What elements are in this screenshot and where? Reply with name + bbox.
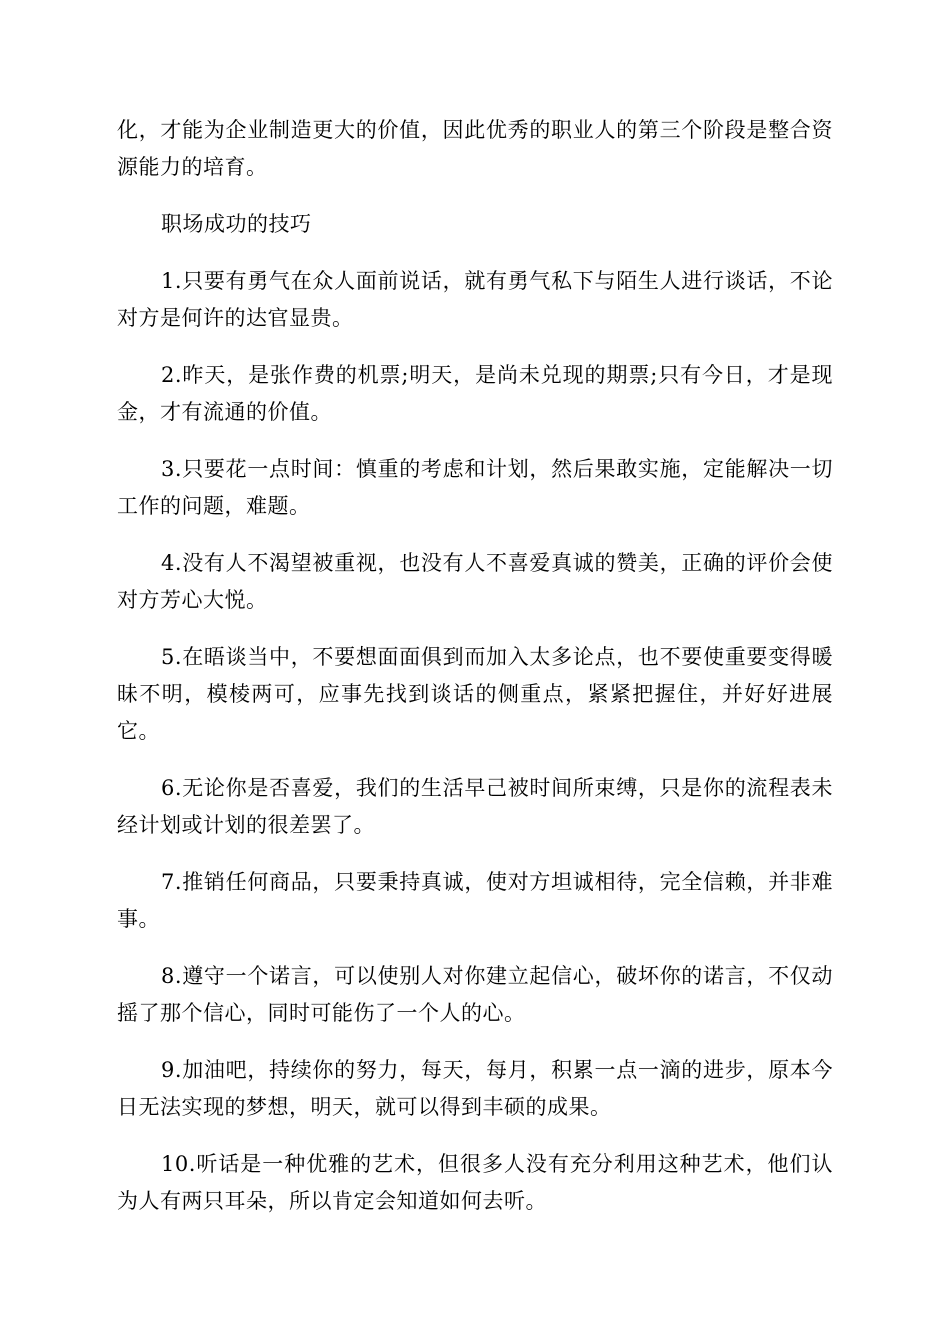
tip-item-5: 5.在晤谈当中，不要想面面俱到而加入太多论点，也不要使重要变得暖昧不明，模棱两可，应事先找到谈话的侧重点，紧紧把握住，并好好进展它。: [117, 645, 833, 743]
tip-item-9: 9.加油吧，持续你的努力，每天，每月，积累一点一滴的进步，原本今日无法实现的梦想，明天，就可以得到丰硕的成果。: [117, 1058, 833, 1119]
tip-item-4: 4.没有人不渴望被重视，也没有人不喜爱真诚的赞美，正确的评价会使对方芳心大悦。: [117, 551, 833, 612]
tip-item-6: 6.无论你是否喜爱，我们的生活早己被时间所束缚，只是你的流程表未经计划或计划的很差罢了。: [117, 776, 833, 837]
section-heading: 职场成功的技巧: [161, 212, 312, 236]
paragraph-continuation: 化，才能为企业制造更大的价值，因此优秀的职业人的第三个阶段是整合资源能力的培育。: [117, 118, 833, 179]
tip-item-7: 7.推销任何商品，只要秉持真诚，使对方坦诚相待，完全信赖，并非难事。: [117, 870, 833, 931]
tip-item-10: 10.听话是一种优雅的艺术，但很多人没有充分利用这种艺术，他们认为人有两只耳朵，所以肯定会知道如何去听。: [117, 1152, 833, 1213]
tip-item-3: 3.只要花一点时间：慎重的考虑和计划，然后果敢实施，定能解决一切工作的问题，难题。: [117, 457, 833, 518]
tip-item-8: 8.遵守一个诺言，可以使别人对你建立起信心，破坏你的诺言，不仅动摇了那个信心，同时可能伤了一个人的心。: [117, 964, 833, 1025]
document-body: [117, 112, 833, 1240]
tip-item-2: 2.昨天，是张作费的机票;明天，是尚未兑现的期票;只有今日，才是现金，才有流通的价值。: [117, 363, 833, 424]
tip-item-1: 1.只要有勇气在众人面前说话，就有勇气私下与陌生人进行谈话，不论对方是何许的达官显贵。: [117, 269, 833, 330]
